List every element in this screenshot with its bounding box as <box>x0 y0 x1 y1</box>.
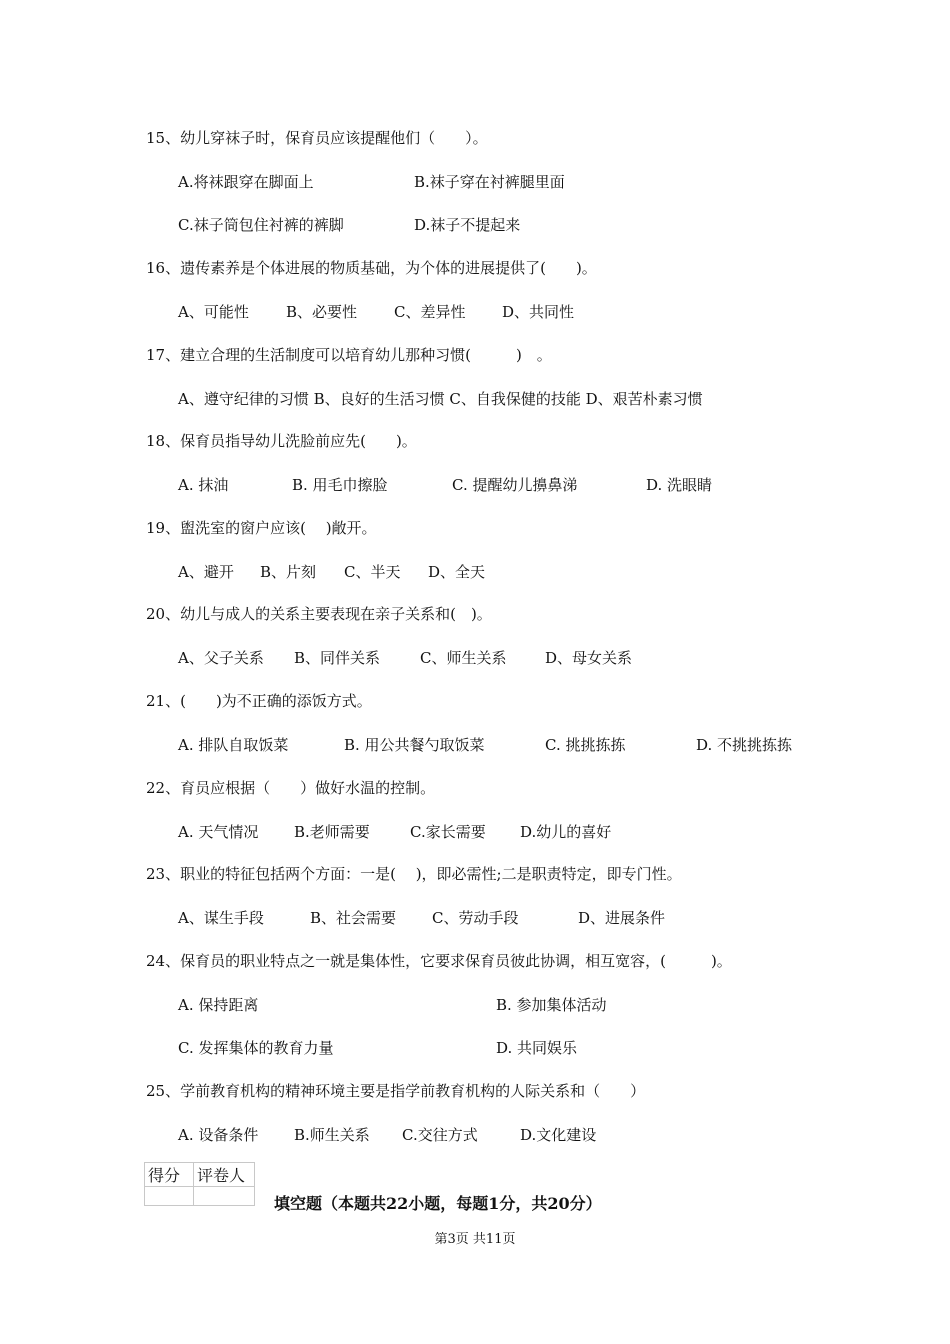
question-25-option[interactable]: D.文化建设 <box>520 1126 597 1144</box>
score-cell[interactable] <box>145 1187 194 1206</box>
question-16-option[interactable]: D、共同性 <box>502 303 575 321</box>
question-21-option[interactable]: D. 不挑挑拣拣 <box>696 736 793 754</box>
question-19-options <box>178 562 878 582</box>
question-16-stem: 16、遗传素养是个体进展的物质基础，为个体的进展提供了( )。 <box>146 259 597 277</box>
question-15-option[interactable]: D.袜子不提起来 <box>414 216 521 234</box>
score-label: 得分 <box>145 1163 194 1187</box>
question-19-stem: 19、盥洗室的窗户应该( )敞开。 <box>146 519 377 537</box>
question-15-options <box>178 172 878 192</box>
question-23-option[interactable]: B、社会需要 <box>310 909 397 927</box>
section-title: 填空题（本题共22小题，每题1分，共20分） <box>274 1194 602 1213</box>
question-23-option[interactable]: A、谋生手段 <box>178 909 264 927</box>
question-21-option[interactable]: C. 挑挑拣拣 <box>545 736 626 754</box>
question-24-option[interactable]: C. 发挥集体的教育力量 <box>178 1039 334 1057</box>
question-24-option[interactable]: B. 参加集体活动 <box>496 996 607 1014</box>
question-24-option[interactable]: A. 保持距离 <box>178 996 259 1014</box>
question-20-options <box>178 648 878 668</box>
question-25-option[interactable]: C.交往方式 <box>402 1126 478 1144</box>
question-20-option[interactable]: C、师生关系 <box>420 649 507 667</box>
page-footer: 第3页 共11页 <box>434 1232 516 1247</box>
question-16-option[interactable]: C、差异性 <box>394 303 466 321</box>
question-24-options <box>178 1038 878 1058</box>
question-18-option[interactable]: A. 抹油 <box>178 476 229 494</box>
question-16-option[interactable]: B、必要性 <box>286 303 358 321</box>
question-20-option[interactable]: A、父子关系 <box>178 649 264 667</box>
question-21-options <box>178 735 878 755</box>
question-22-option[interactable]: C.家长需要 <box>410 823 486 841</box>
question-21-stem: 21、( )为不正确的添饭方式。 <box>146 692 372 710</box>
score-table <box>144 1162 255 1206</box>
question-25-options <box>178 1125 878 1145</box>
question-18-stem: 18、保育员指导幼儿洗脸前应先( )。 <box>146 432 417 450</box>
question-19-option[interactable]: A、避开 <box>178 563 234 581</box>
question-23-stem: 23、职业的特征包括两个方面：一是( )，即必需性;二是职责特定，即专门性。 <box>146 865 682 883</box>
reviewer-cell[interactable] <box>194 1187 255 1206</box>
question-24-options <box>178 995 878 1015</box>
question-15-option[interactable]: C.袜子筒包住衬裤的裤脚 <box>178 216 344 234</box>
question-25-option[interactable]: B.师生关系 <box>294 1126 370 1144</box>
question-25-option[interactable]: A. 设备条件 <box>178 1126 259 1144</box>
question-24-option[interactable]: D. 共同娱乐 <box>496 1039 578 1057</box>
question-15-option[interactable]: B.袜子穿在衬裤腿里面 <box>414 173 565 191</box>
question-22-option[interactable]: B.老师需要 <box>294 823 370 841</box>
question-20-option[interactable]: B、同伴关系 <box>294 649 381 667</box>
question-17-options <box>178 389 878 409</box>
question-15-stem: 15、幼儿穿袜子时，保育员应该提醒他们（ ）。 <box>146 129 488 147</box>
question-16-options <box>178 302 878 322</box>
question-21-option[interactable]: B. 用公共餐勺取饭菜 <box>344 736 485 754</box>
question-21-option[interactable]: A. 排队自取饭菜 <box>178 736 289 754</box>
reviewer-label: 评卷人 <box>194 1163 255 1187</box>
question-18-options <box>178 475 878 495</box>
question-25-stem: 25、学前教育机构的精神环境主要是指学前教育机构的人际关系和（ ） <box>146 1082 646 1100</box>
question-22-stem: 22、育员应根据（ ）做好水温的控制。 <box>146 779 436 797</box>
question-19-option[interactable]: C、半天 <box>344 563 401 581</box>
question-15-option[interactable]: A.将袜跟穿在脚面上 <box>178 173 314 191</box>
question-23-option[interactable]: D、进展条件 <box>578 909 666 927</box>
question-18-option[interactable]: D. 洗眼睛 <box>646 476 713 494</box>
question-15-options <box>178 215 878 235</box>
question-24-stem: 24、保育员的职业特点之一就是集体性，它要求保育员彼此协调，相互宽容，( )。 <box>146 952 732 970</box>
question-19-option[interactable]: D、全天 <box>428 563 486 581</box>
question-17-stem: 17、建立合理的生活制度可以培育幼儿那种习惯( ) 。 <box>146 346 552 364</box>
question-20-option[interactable]: D、母女关系 <box>545 649 633 667</box>
question-18-option[interactable]: C. 提醒幼儿擤鼻涕 <box>452 476 578 494</box>
question-22-option[interactable]: D.幼儿的喜好 <box>520 823 612 841</box>
question-17-option[interactable]: A、遵守纪律的习惯 B、良好的生活习惯 C、自我保健的技能 D、艰苦朴素习惯 <box>178 390 703 408</box>
question-20-stem: 20、幼儿与成人的关系主要表现在亲子关系和( )。 <box>146 605 492 623</box>
question-23-options <box>178 908 878 928</box>
question-18-option[interactable]: B. 用毛巾擦脸 <box>292 476 388 494</box>
question-23-option[interactable]: C、劳动手段 <box>432 909 519 927</box>
question-16-option[interactable]: A、可能性 <box>178 303 249 321</box>
question-19-option[interactable]: B、片刻 <box>260 563 317 581</box>
question-22-option[interactable]: A. 天气情况 <box>178 823 259 841</box>
question-22-options <box>178 822 878 842</box>
